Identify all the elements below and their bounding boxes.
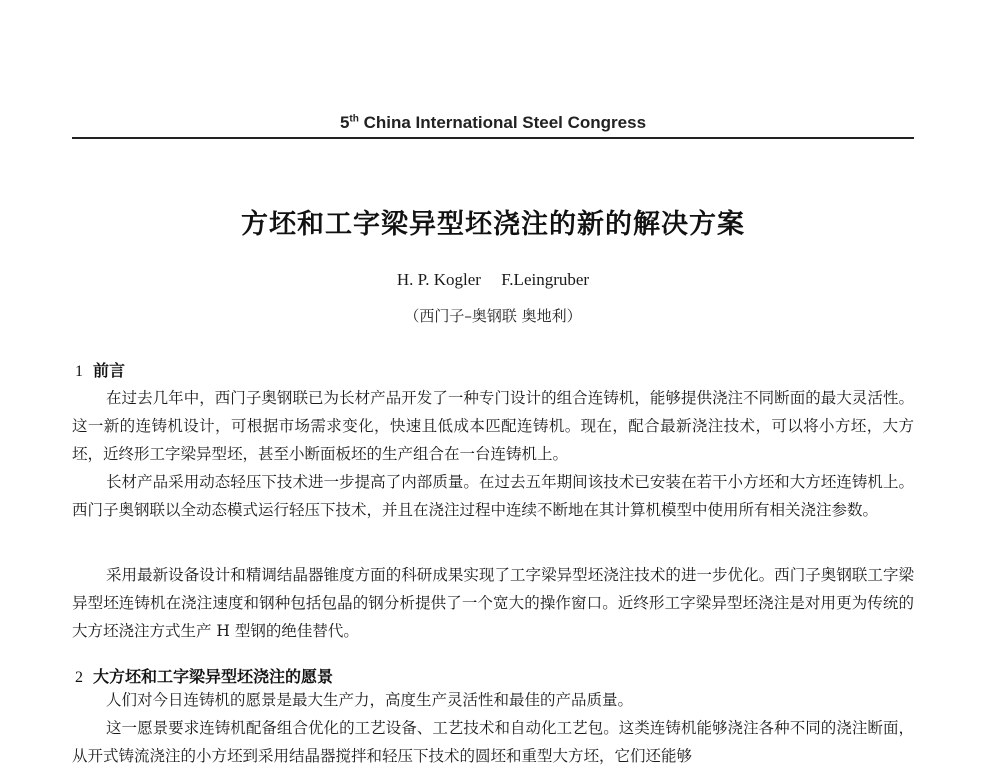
conf-number: 5 (339, 113, 350, 132)
section-heading-1 (75, 358, 125, 381)
paragraph: 人们对今日连铸机的愿景是最大生产力，高度生产灵活性和最佳的产品质量。 (106, 691, 634, 709)
section-title: 大方坯和工字梁异型坯浇注的愿景 (93, 667, 334, 686)
conf-name: China International Steel Congress (358, 113, 647, 132)
author-2: F.Leingruber (501, 270, 590, 289)
conf-superscript: th (349, 113, 359, 125)
paragraph: 长材产品采用动态轻压下技术进一步提高了内部质量。在过去五年期间该技术已安装在若干小方坯和大方坯连铸机上。西门子奥钢联以全动态模式运行轻压下技术，并且在浇注过程中连续不断地在其计算机模型中使用所有相关浇注参数。 (72, 473, 914, 519)
section-heading-2 (75, 664, 333, 687)
section-number: 1 (75, 363, 83, 380)
paragraph: 采用最新设备设计和精调结晶器锥度方面的科研成果实现了工字梁异型坯浇注技术的进一步优化。西门子奥钢联工字梁异型坯连铸机在浇注速度和钢种包括包晶的钢分析提供了一个宽大的操作窗口。近终形工字梁异型坯浇注是对用更为传统的大方坯浇注方式生产 H 型钢的绝佳替代。 (72, 566, 914, 640)
author-1: H. P. Kogler (396, 270, 481, 289)
section-title: 前言 (93, 361, 126, 380)
paragraph: 在过去几年中，西门子奥钢联已为长材产品开发了一种专门设计的组合连铸机，能够提供浇注不同断面的最大灵活性。这一新的连铸机设计，可根据市场需求变化，快速且低成本匹配连铸机。现在，配合最新浇注技术，可以将小方坯，大方坯，近终形工字梁异型坯，甚至小断面板坯的生产组合在一台连铸机上。 (72, 389, 914, 463)
affiliation: （西门子–奥钢联 奥地利） (404, 307, 582, 325)
header-rule (72, 137, 914, 139)
paragraph: 这一愿景要求连铸机配备组合优化的工艺设备、工艺技术和自动化工艺包。这类连铸机能够浇注各种不同的浇注断面，从开式铸流浇注的小方坯到采用结晶器搅拌和轻压下技术的圆坯和重型大方坯，它们还能够 (72, 719, 914, 765)
conference-header (72, 113, 914, 133)
section-number: 2 (75, 669, 83, 686)
author-list (72, 270, 914, 290)
paper-title: 方坯和工字梁异型坯浇注的新的解决方案 (241, 209, 745, 240)
